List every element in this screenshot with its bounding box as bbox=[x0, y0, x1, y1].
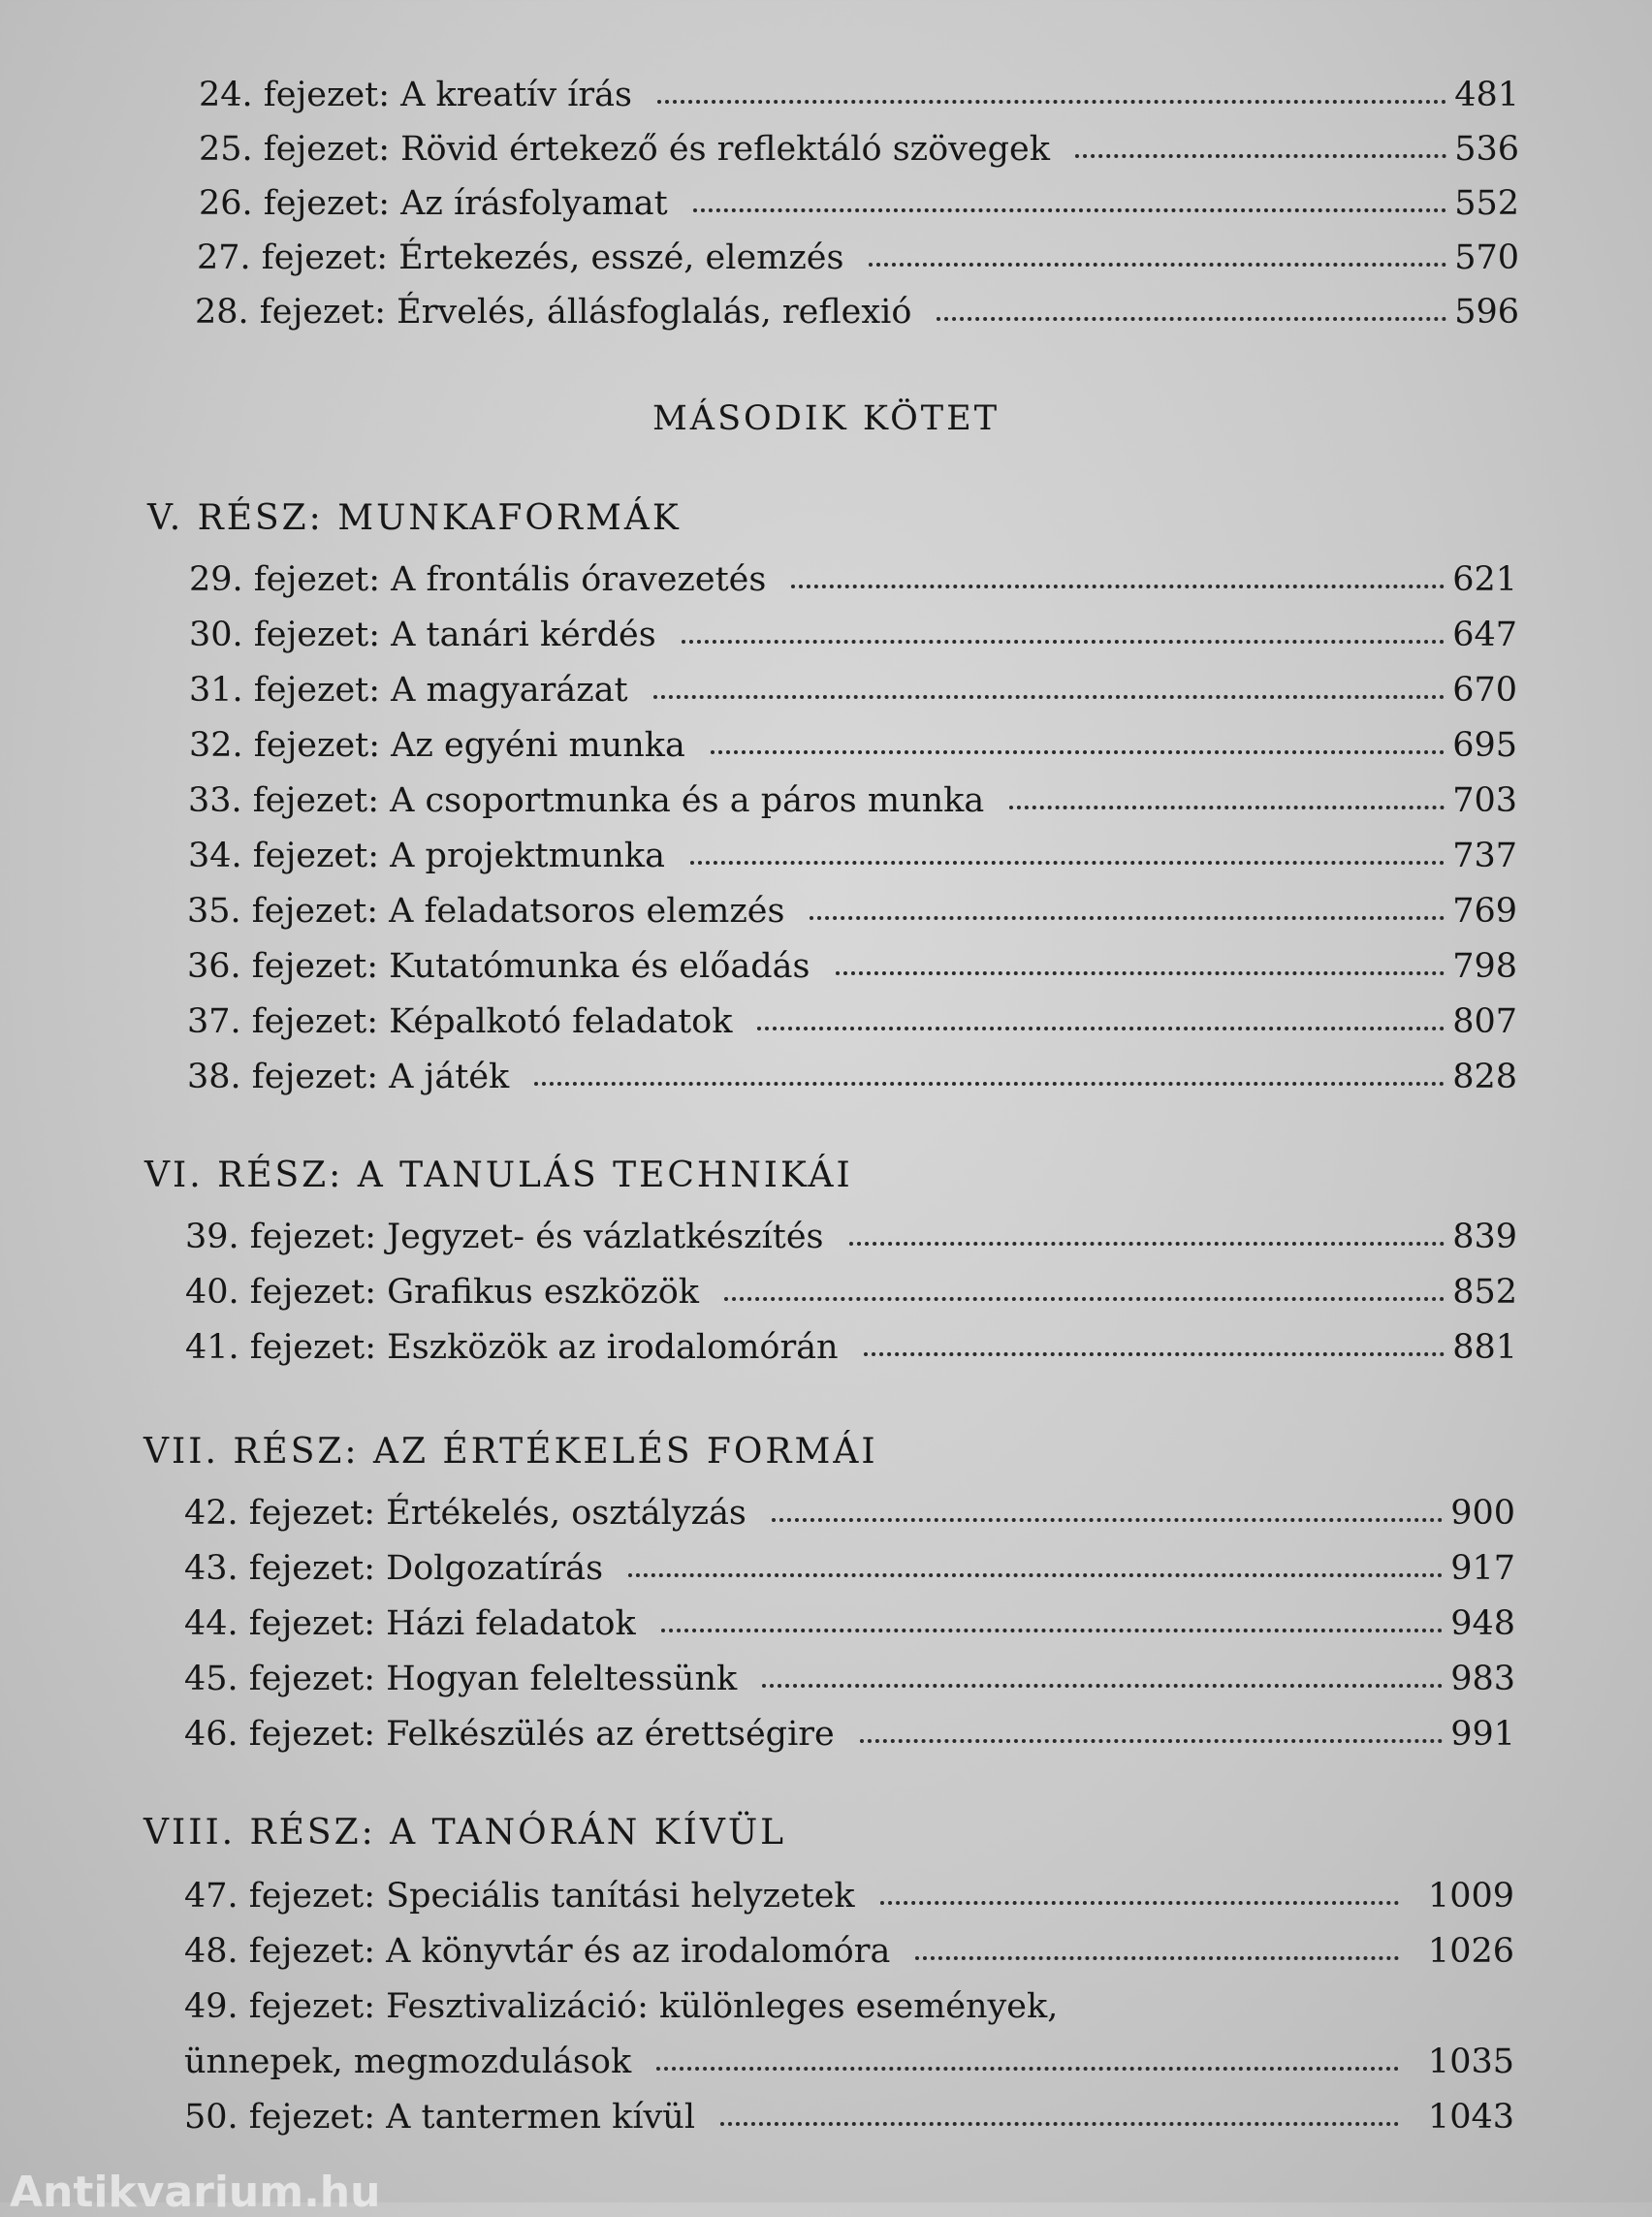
toc-entry bbox=[189, 722, 1517, 769]
entry-label: 39. fejezet: Jegyzet- és vázlatkészítés bbox=[185, 1218, 824, 1256]
entry-label: 29. fejezet: A frontális óravezetés bbox=[189, 560, 767, 599]
toc-entry bbox=[199, 180, 1519, 227]
entry-label: 34. fejezet: A projektmunka bbox=[188, 837, 665, 875]
entry-label: 48. fejezet: A könyvtár és az irodalomóra bbox=[184, 1932, 891, 1971]
toc-entry bbox=[184, 2039, 1514, 2085]
dot-leader bbox=[1075, 150, 1446, 158]
toc-entry bbox=[189, 612, 1517, 658]
entry-page: 807 bbox=[1452, 1002, 1517, 1041]
entry-label: 44. fejezet: Házi feladatok bbox=[184, 1604, 636, 1643]
entry-page: 769 bbox=[1452, 892, 1517, 931]
entry-label: 24. fejezet: A kreatív írás bbox=[199, 76, 632, 114]
entry-page: 881 bbox=[1452, 1328, 1517, 1367]
dot-leader bbox=[762, 1680, 1443, 1688]
entry-page: 1043 bbox=[1427, 2098, 1514, 2137]
toc-entry bbox=[187, 943, 1517, 990]
toc-entry bbox=[189, 556, 1517, 603]
entry-label: 38. fejezet: A játék bbox=[187, 1058, 510, 1096]
entry-page: 536 bbox=[1454, 130, 1519, 169]
dot-leader bbox=[757, 1023, 1445, 1030]
dot-leader bbox=[693, 205, 1446, 212]
part-heading: VI. RÉSZ: A TANULÁS TECHNIKÁI bbox=[144, 1156, 853, 1195]
entry-label: 40. fejezet: Grafikus eszközök bbox=[185, 1273, 700, 1312]
toc-entry bbox=[188, 833, 1517, 879]
entry-page: 621 bbox=[1452, 560, 1517, 599]
entry-page: 703 bbox=[1452, 781, 1517, 820]
entry-label: ünnepek, megmozdulások bbox=[184, 2043, 632, 2081]
entry-page: 852 bbox=[1452, 1273, 1517, 1312]
dot-leader bbox=[880, 1897, 1399, 1905]
entry-page: 670 bbox=[1452, 671, 1517, 710]
toc-entry bbox=[184, 1873, 1514, 1919]
entry-page: 828 bbox=[1452, 1058, 1517, 1096]
entry-label: 30. fejezet: A tanári kérdés bbox=[189, 616, 656, 654]
entry-label: 32. fejezet: Az egyéni munka bbox=[189, 726, 685, 765]
toc-entry bbox=[199, 72, 1519, 118]
entry-page: 570 bbox=[1454, 238, 1519, 277]
toc-entry bbox=[184, 1711, 1515, 1758]
entry-label: 36. fejezet: Kutatómunka és előadás bbox=[187, 947, 810, 986]
watermark: Antikvarium.hu bbox=[10, 2168, 381, 2217]
dot-leader bbox=[791, 581, 1445, 588]
entry-label: 35. fejezet: A feladatsoros elemzés bbox=[187, 892, 785, 931]
entry-page: 695 bbox=[1452, 726, 1517, 765]
entry-label: 37. fejezet: Képalkotó feladatok bbox=[187, 1002, 733, 1041]
dot-leader bbox=[937, 313, 1446, 321]
entry-label: 42. fejezet: Értékelés, osztályzás bbox=[184, 1494, 747, 1533]
entry-page: 917 bbox=[1450, 1549, 1515, 1588]
toc-entry-first-line: 49. fejezet: Fesztivalizáció: különleges események, bbox=[184, 1987, 1059, 2026]
entry-label: 31. fejezet: A magyarázat bbox=[189, 671, 628, 710]
dot-leader bbox=[860, 1735, 1443, 1743]
dot-leader bbox=[915, 1952, 1399, 1960]
toc-entry bbox=[184, 1545, 1515, 1592]
entry-label: 25. fejezet: Rövid értekező és reflektáló szövegek bbox=[199, 130, 1050, 169]
toc-entry bbox=[187, 998, 1517, 1045]
entry-page: 983 bbox=[1450, 1660, 1515, 1698]
toc-entry bbox=[187, 1054, 1517, 1100]
dot-leader bbox=[534, 1078, 1445, 1086]
entry-label: 41. fejezet: Eszközök az irodalomórán bbox=[185, 1328, 839, 1367]
toc-entry bbox=[184, 1600, 1515, 1647]
dot-leader bbox=[772, 1514, 1443, 1522]
dot-leader bbox=[682, 636, 1446, 644]
toc-entry bbox=[195, 289, 1519, 335]
entry-page: 737 bbox=[1452, 837, 1517, 875]
toc-entry bbox=[188, 777, 1517, 824]
part-heading: VIII. RÉSZ: A TANÓRÁN KÍVÜL bbox=[143, 1813, 787, 1853]
entry-page: 991 bbox=[1450, 1715, 1515, 1754]
entry-label: 33. fejezet: A csoportmunka és a páros munka bbox=[188, 781, 985, 820]
toc-entry bbox=[184, 2094, 1514, 2140]
dot-leader bbox=[720, 2118, 1399, 2126]
toc-entry bbox=[187, 888, 1517, 934]
dot-leader bbox=[661, 1625, 1444, 1632]
entry-page: 552 bbox=[1454, 184, 1519, 223]
toc-entry bbox=[197, 235, 1519, 281]
entry-label: 46. fejezet: Felkészülés az érettségire bbox=[184, 1715, 835, 1754]
dot-leader bbox=[724, 1293, 1445, 1301]
dot-leader bbox=[657, 96, 1446, 104]
dot-leader bbox=[1009, 802, 1445, 809]
entry-page: 948 bbox=[1450, 1604, 1515, 1643]
entry-page: 900 bbox=[1450, 1494, 1515, 1533]
toc-entry bbox=[185, 1324, 1517, 1371]
dot-leader bbox=[810, 912, 1445, 920]
entry-page: 1026 bbox=[1427, 1932, 1514, 1971]
entry-page: 1009 bbox=[1427, 1877, 1514, 1916]
toc-entry bbox=[185, 1269, 1517, 1315]
toc-entry bbox=[185, 1214, 1517, 1260]
entry-label: 28. fejezet: Érvelés, állásfoglalás, reflexió bbox=[195, 293, 912, 332]
toc-entry bbox=[184, 1928, 1514, 1975]
part-heading: VII. RÉSZ: AZ ÉRTÉKELÉS FORMÁI bbox=[143, 1432, 878, 1472]
toc-entry bbox=[184, 1656, 1515, 1702]
entry-label: 50. fejezet: A tantermen kívül bbox=[184, 2098, 696, 2137]
entry-page: 481 bbox=[1454, 76, 1519, 114]
dot-leader bbox=[653, 691, 1446, 699]
dot-leader bbox=[656, 2063, 1399, 2071]
entry-label: 47. fejezet: Speciális tanítási helyzetek bbox=[184, 1877, 855, 1916]
entry-label: 26. fejezet: Az írásfolyamat bbox=[199, 184, 668, 223]
dot-leader bbox=[869, 259, 1446, 267]
entry-page: 1035 bbox=[1427, 2043, 1514, 2081]
entry-label: 43. fejezet: Dolgozatírás bbox=[184, 1549, 604, 1588]
dot-leader bbox=[836, 967, 1446, 975]
toc-entry bbox=[199, 126, 1519, 173]
dot-leader bbox=[711, 746, 1445, 754]
dot-leader bbox=[690, 857, 1445, 865]
dot-leader bbox=[864, 1348, 1446, 1356]
dot-leader bbox=[849, 1238, 1446, 1246]
volume-title: MÁSODIK KÖTET bbox=[651, 399, 1001, 438]
entry-page: 839 bbox=[1452, 1218, 1517, 1256]
entry-page: 596 bbox=[1454, 293, 1519, 332]
entry-label: 45. fejezet: Hogyan feleltessünk bbox=[184, 1660, 738, 1698]
dot-leader bbox=[628, 1569, 1443, 1577]
entry-page: 798 bbox=[1452, 947, 1517, 986]
entry-page: 647 bbox=[1452, 616, 1517, 654]
toc-entry bbox=[189, 667, 1517, 713]
toc-entry bbox=[184, 1490, 1515, 1536]
part-heading: V. RÉSZ: MUNKAFORMÁK bbox=[147, 498, 682, 538]
entry-label: 27. fejezet: Értekezés, esszé, elemzés bbox=[197, 238, 844, 277]
